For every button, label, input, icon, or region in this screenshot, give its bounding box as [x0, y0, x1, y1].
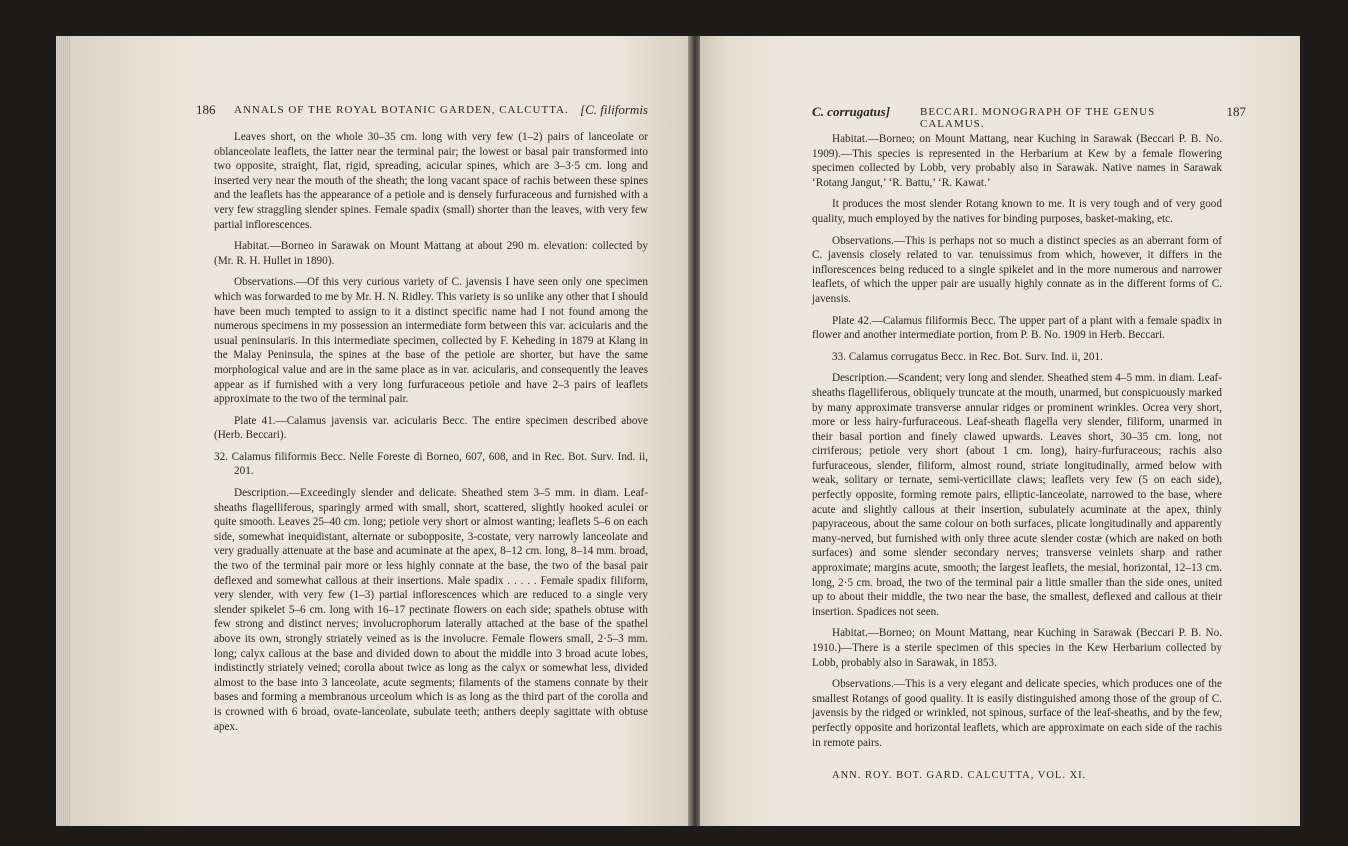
right-species-tag: C. corrugatus] — [812, 104, 891, 119]
paragraph: Description.—Exceedingly slender and delicate. Sheathed stem 3–5 mm. in diam. Leaf-sheaths flagelliferous, sparingly armed with small, short, scattered, slightly hooked aculei or quite smooth. Leaves 25–40 cm. long; petiole very short or almost wanting; leaflets 5–6 on each side, somewhat inequidistant, alternate or subopposite, 3-costate, very narrowly lanceolate and very gradually attenuate at the base and acuminate at the apex, 8–12 cm. long, 8–14 mm. broad, the two of the terminal pair more or less highly connate at the base, the two of the basal pair deflexed and somewhat callous at their insertions. Male spadix . . . . . Female spadix filiform, very slender, with very few (1–3) partial inflorescences which are reduced to a single very slender spikelet 5–6 cm. long with 16–17 pectinate flowers on each side; spathels obtuse with few strong and distinct nerves; involucrophorum laterally attached at the base of the spathel above its own, strongly striately veined as is the involucre. Female flowers small, 2·5–3 mm. long; calyx callous at the base and divided down to about the middle into 3 broad acute lobes, indistinctly striately veined; corolla about twice as long as the calyx or somewhat less, divided almost to the base into 3 lanceolate, acute segments; filaments of the stamens connate by their bases and forming a membranous urceolum which is as long as the third part of the corolla and is crowned with 6 broad, ovate-lanceolate, subulate teeth; anthers deeply sagittate with obtuse apex. — [214, 487, 648, 733]
paragraph: Observations.—Of this very curious variety of C. javensis I have seen only one specimen which was forwarded to me by Mr. H. N. Ridley. This variety is so unlike any other that I should have been much tempted to assign to it a distinct specific name had I not found among the numerous specimens in my possession an intermediate form between this var. acicularis and the usual peninsularis. In this intermediate specimen, collected by F. Keheding in 1879 at Klang in the Malay Peninsula, the spines at the base of the petiole are shorter, but have the same morphological value and are in the same place as in var. acicularis, and consequently the leaves appear as if furnished with a very long furfuraceous petiole and have 2–3 pairs of leaflets approximate to the two of the terminal pair. — [214, 276, 648, 406]
paragraph: Plate 42.—Calamus filiformis Becc. The upper part of a plant with a female spadix in flower and another intermediate portion, from P. B. No. 1909 in Herb. Beccari. — [812, 314, 1222, 342]
paragraph: Description.—Scandent; very long and slender. Sheathed stem 4–5 mm. in diam. Leaf-sheaths flagelliferous, obliquely truncate at the mouth, unarmed, but conspicuously marked by many approximate transverse annular ridges or prominent wrinkles. Ocrea very short, more or less hairy-furfuraceous. Leaf-sheath flagella very slender, filiform, unarmed in their basal portion and finely clawed upwards. Leaves short, 30–35 cm. long, not cirriferous; petiole very short (about 1 cm. long), hairy-furfuraceous; rachis also furfuraceous, slender, filiform, almost round, striate longitudinally, armed below with weak, solitary or ternate, semi-verticillate claws; leaflets very few (5 on each side), perfectly opposite, forming remote pairs, elliptic-lanceolate, narrowed to the base, where acute and slightly callous at their insertion, subulately acuminate at the apex, thinly papyraceous, about the same colour on both surfaces, plicate longitudinally and apparently many-nerved, but furnished with only three acute slender costæ (which are naked on both surfaces) and some slender secondary nerves; transverse veinlets sharp and rather approximate; margins acute, smooth; the largest leaflets, the mesial, horizontal, 12–13 cm. long, 2·5 cm. broad, the two of the terminal pair a little smaller than the side ones, united up to about their middle, the two near the base, the smallest, deflexed and callous at their insertion. Spadices not seen. — [812, 372, 1222, 618]
paragraph: Observations.—This is perhaps not so much a distinct species as an aberrant form of C. javensis closely related to var. tenuissimus from which, however, it differs in the inflorescences being reduced to a single spikelet and in the more numerous and narrower leaflets, of which the upper pair are usually highly connate as in the different forms of C. javensis. — [812, 234, 1222, 305]
paragraph: Plate 41.—Calamus javensis var. acicularis Becc. The entire specimen described above (Herb. Beccari). — [214, 414, 648, 442]
left-page-number: 186 — [196, 102, 216, 117]
left-species-tag: [C. filiformis — [580, 102, 648, 117]
right-page — [700, 36, 1300, 826]
page-edges — [56, 36, 70, 826]
paragraph: Habitat.—Borneo; on Mount Mattang, near Kuching in Sarawak (Beccari P. B. No. 1909).—This species is represented in the Herbarium at Kew by a female flowering specimen collected by Lobb, very probably also in Sarawak. Native names in Sarawak ‘Rotang Jangut,’ ‘R. Battu,’ ‘R. Kawat.’ — [812, 133, 1222, 189]
paragraph: Habitat.—Borneo in Sarawak on Mount Mattang at about 290 m. elevation: collected by (Mr. R. H. Hullet in 1890). — [214, 240, 648, 267]
paragraph: It produces the most slender Rotang known to me. It is very tough and of very good quality, much employed by the natives for binding purposes, basket-making, etc. — [812, 198, 1222, 225]
right-running-title: BECCARI. MONOGRAPH OF THE GENUS CALAMUS. — [920, 106, 1156, 130]
right-page-number: 187 — [1226, 104, 1246, 119]
species-heading: 32. Calamus filiformis Becc. Nelle Foreste di Borneo, 607, 608, and in Rec. Bot. Surv. Ind. ii, 201. — [214, 450, 648, 478]
left-running-title: ANNALS OF THE ROYAL BOTANIC GARDEN, CALCUTTA. — [234, 104, 569, 116]
paragraph: Observations.—This is a very elegant and delicate species, which produces one of the smallest Rotangs of good quality. It is easily distinguished among those of the group of C. javensis by the ridged or wrinkled, not spinous, surface of the leaf-sheaths, and by the few, perfectly opposite and horizontal leaflets, which are approximate on each side of the rachis in remote pairs. — [812, 678, 1222, 749]
paragraph: Leaves short, on the whole 30–35 cm. long with very few (1–2) pairs of lanceolate or oblanceolate leaflets, the latter near the terminal pair; the lowest or basal pair transformed into two opposite, straight, flat, rigid, spreading, acicular spines, which are 3–3·5 cm. long and inserted very near the mouth of the sheath; the long vacant space of rachis between these spines and the leaflets has the appearance of a petiole and is densely furfuraceous and furnished with a very few straggling slender spines. Female spadix (small) shorter than the leaves, with very few partial inflorescences. — [214, 131, 648, 231]
left-page — [56, 36, 690, 826]
page-footer: ANN. ROY. BOT. GARD. CALCUTTA, VOL. XI. — [832, 770, 1087, 782]
left-running-head — [196, 102, 648, 124]
species-heading: 33. Calamus corrugatus Becc. in Rec. Bot. Surv. Ind. ii, 201. — [832, 350, 1103, 363]
right-running-head — [812, 104, 1246, 130]
paragraph: Habitat.—Borneo; on Mount Mattang, near Kuching in Sarawak (Beccari P. B. No. 1910.)—There is a sterile specimen of this species in the Kew Herbarium collected by Lobb, probably also in Sarawak, in 1853. — [812, 627, 1222, 669]
